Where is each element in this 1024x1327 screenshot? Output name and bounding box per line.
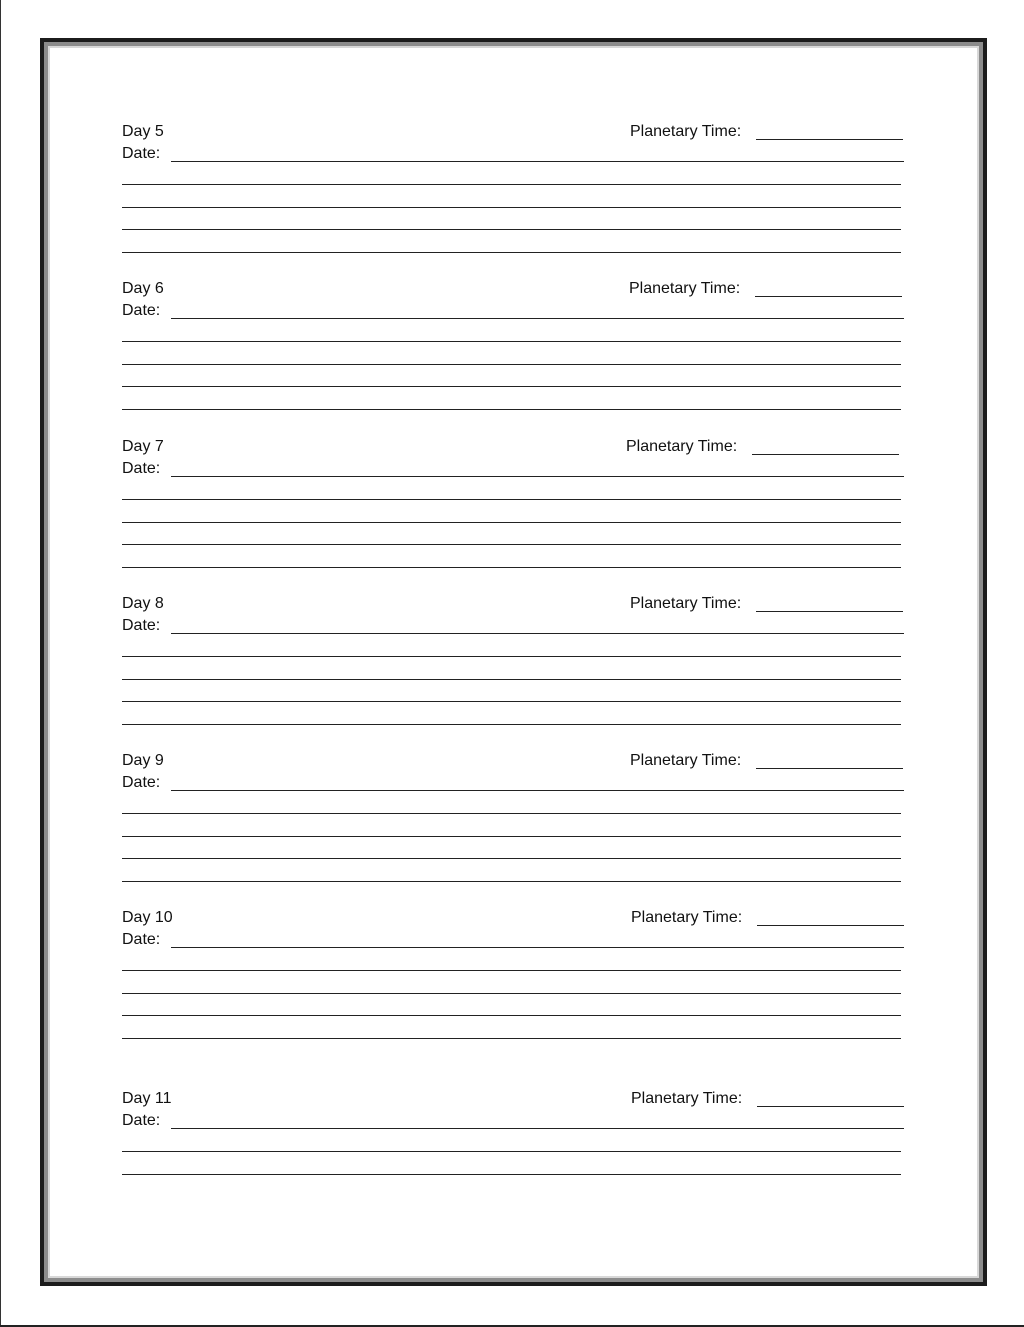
writing-line[interactable] — [122, 858, 901, 859]
writing-line[interactable] — [122, 409, 901, 410]
writing-line[interactable] — [122, 184, 901, 185]
writing-line[interactable] — [122, 386, 901, 387]
writing-line[interactable] — [122, 656, 901, 657]
planetary-time-label: Planetary Time: — [631, 909, 743, 926]
writing-line[interactable] — [122, 252, 901, 253]
writing-line[interactable] — [122, 679, 901, 680]
writing-line[interactable] — [122, 499, 901, 500]
planetary-time-field[interactable] — [756, 139, 903, 140]
date-label: Date: — [122, 774, 161, 791]
date-field[interactable] — [171, 161, 904, 162]
writing-line[interactable] — [122, 364, 901, 365]
writing-line[interactable] — [122, 1151, 901, 1152]
writing-line[interactable] — [122, 522, 901, 523]
writing-line[interactable] — [122, 567, 901, 568]
day-entry — [0, 1090, 1024, 1180]
day-entry — [0, 438, 1024, 578]
day-label: Day 11 — [122, 1090, 172, 1107]
planetary-time-label: Planetary Time: — [630, 123, 742, 140]
day-label: Day 8 — [122, 595, 164, 612]
writing-line[interactable] — [122, 836, 901, 837]
day-entry — [0, 909, 1024, 1049]
planetary-time-label: Planetary Time: — [631, 1090, 743, 1107]
writing-line[interactable] — [122, 1015, 901, 1016]
writing-line[interactable] — [122, 207, 901, 208]
writing-line[interactable] — [122, 993, 901, 994]
date-label: Date: — [122, 1112, 161, 1129]
day-entry — [0, 123, 1024, 263]
writing-line[interactable] — [122, 701, 901, 702]
writing-line[interactable] — [122, 1038, 901, 1039]
date-field[interactable] — [171, 318, 904, 319]
writing-line[interactable] — [122, 813, 901, 814]
day-label: Day 9 — [122, 752, 164, 769]
date-label: Date: — [122, 931, 161, 948]
writing-line[interactable] — [122, 724, 901, 725]
day-label: Day 10 — [122, 909, 173, 926]
day-entry — [0, 752, 1024, 892]
date-field[interactable] — [171, 1128, 904, 1129]
planetary-time-label: Planetary Time: — [626, 438, 738, 455]
date-label: Date: — [122, 617, 161, 634]
date-label: Date: — [122, 145, 161, 162]
day-label: Day 7 — [122, 438, 164, 455]
planetary-time-field[interactable] — [757, 925, 904, 926]
date-field[interactable] — [171, 947, 904, 948]
planetary-time-field[interactable] — [756, 611, 903, 612]
planetary-time-label: Planetary Time: — [630, 752, 742, 769]
planetary-time-field[interactable] — [757, 1106, 904, 1107]
planetary-time-field[interactable] — [755, 296, 902, 297]
writing-line[interactable] — [122, 544, 901, 545]
writing-line[interactable] — [122, 881, 901, 882]
writing-line[interactable] — [122, 970, 901, 971]
writing-line[interactable] — [122, 229, 901, 230]
planetary-time-field[interactable] — [752, 454, 899, 455]
day-label: Day 5 — [122, 123, 164, 140]
date-label: Date: — [122, 460, 161, 477]
writing-line[interactable] — [122, 1174, 901, 1175]
date-field[interactable] — [171, 476, 904, 477]
date-field[interactable] — [171, 790, 904, 791]
date-label: Date: — [122, 302, 161, 319]
planetary-time-field[interactable] — [756, 768, 903, 769]
date-field[interactable] — [171, 633, 904, 634]
day-entry — [0, 280, 1024, 420]
planetary-time-label: Planetary Time: — [630, 595, 742, 612]
day-label: Day 6 — [122, 280, 164, 297]
planetary-time-label: Planetary Time: — [629, 280, 741, 297]
writing-line[interactable] — [122, 341, 901, 342]
day-entry — [0, 595, 1024, 735]
